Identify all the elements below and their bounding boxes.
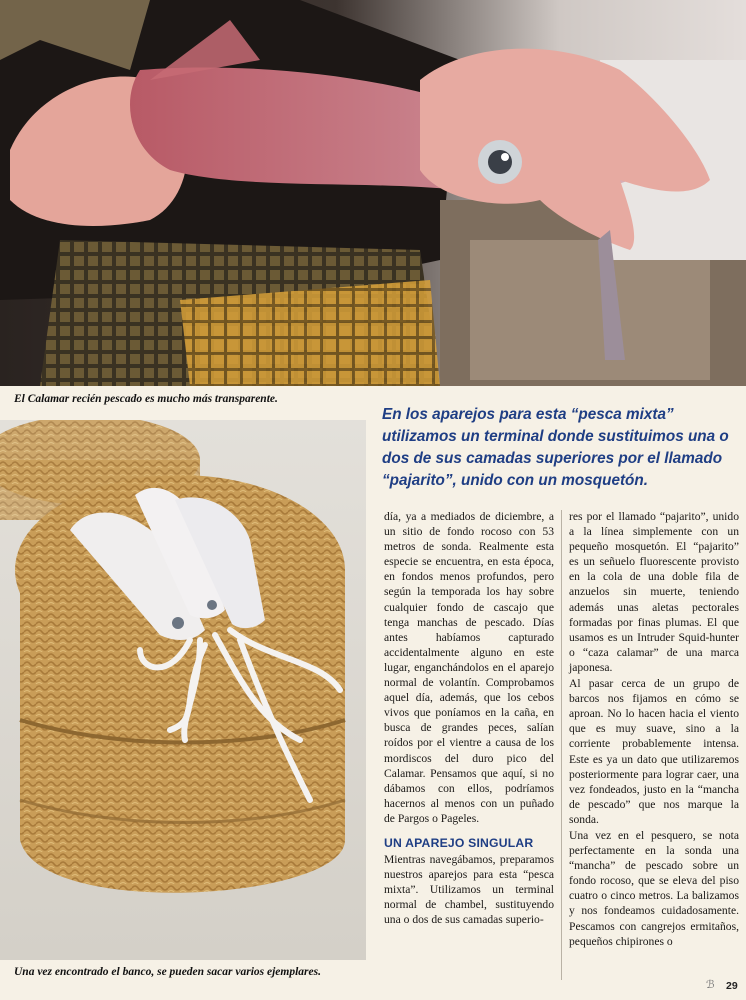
article-paragraph: Una vez en el pesquero, se nota perfectamente en la sonda una “mancha” de pescado sobre un fondo rocoso, que se eleva del piso cuatro o cinco metros. La balizamos y nos fondeamos cuidadosamente. Pescamos con cangrejos ermitaños, pequeños chipirones o [569, 828, 739, 948]
squid-in-hand-photo [0, 0, 746, 386]
publisher-mark: ℬ [706, 979, 715, 991]
article-column-2 [569, 509, 739, 950]
column-divider [561, 510, 562, 980]
photo-caption-top: El Calamar recién pescado es mucho más transparente. [14, 393, 278, 405]
squid-in-hand-image [0, 0, 746, 386]
article-paragraph: res por el llamado “pajarito”, unido a la línea simplemente con un pequeño mosquetón. El “pajarito” es un señuelo fluorescente provisto en la cola de una doble fila de anzuelos sin muerte, teniendo además unas aletas pectorales formadas por finas plumas. El que usamos es un Intruder Squid-hunter o “caza calamar” de una marca japonesa. [569, 510, 739, 674]
page-number: 29 [726, 980, 738, 992]
photo-caption-bottom: Una vez encontrado el banco, se pueden sacar varios ejemplares. [14, 966, 321, 978]
article-paragraph: Al pasar cerca de un grupo de barcos nos fijamos en cómo se aproan. No lo hacen hacia el viento que es muy suave, sino a la corriente probablemente intensa. Este es ya un dato que utilizaremos posteriormente para lograr caer, una vez fondeados, justo en la “mancha de pescado” que nos marque la sonda. [569, 677, 739, 826]
article-column-1 [384, 509, 554, 929]
article-paragraph: día, ya a mediados de diciembre, a un sitio de fondo rocoso con 53 metros de sonda. Realmente esta especie se encuentra, en esta época, en fondos menos profundos, pero según la temporada los hay sobre cualquier fondo de cascajo que tenga manchas de pescado. Días antes habíamos capturado accidentalmente alguno en este lugar, enganchándolos en el aparejo normal de volantín. Comprobamos aquel día, además, que los cebos vivos que poníamos en la caña, en busca de grandes peces, salían roídos por el vientre a causa de los mordiscos del duro pico del Calamar. Pensamos que aquí, si no dábamos con ellos, podríamos hacernos al menos con un puñado de Pargos o Pageles. [384, 510, 554, 825]
pull-quote: En los aparejos para esta “pesca mixta” utilizamos un terminal donde sustituimos una o dos de sus camadas superiores por el llamado “pajarito”, unido con un mosquetón. [382, 406, 729, 489]
article-paragraph: Mientras navegábamos, preparamos nuestros aparejos para esta “pesca mixta”. Utilizamos un terminal normal de chambel, sustituyendo una o dos de sus camadas superio- [384, 853, 554, 927]
squids-on-basket-photo [0, 420, 366, 960]
section-heading: UN APAREJO SINGULAR [384, 835, 534, 850]
squids-on-basket-image [0, 420, 366, 960]
